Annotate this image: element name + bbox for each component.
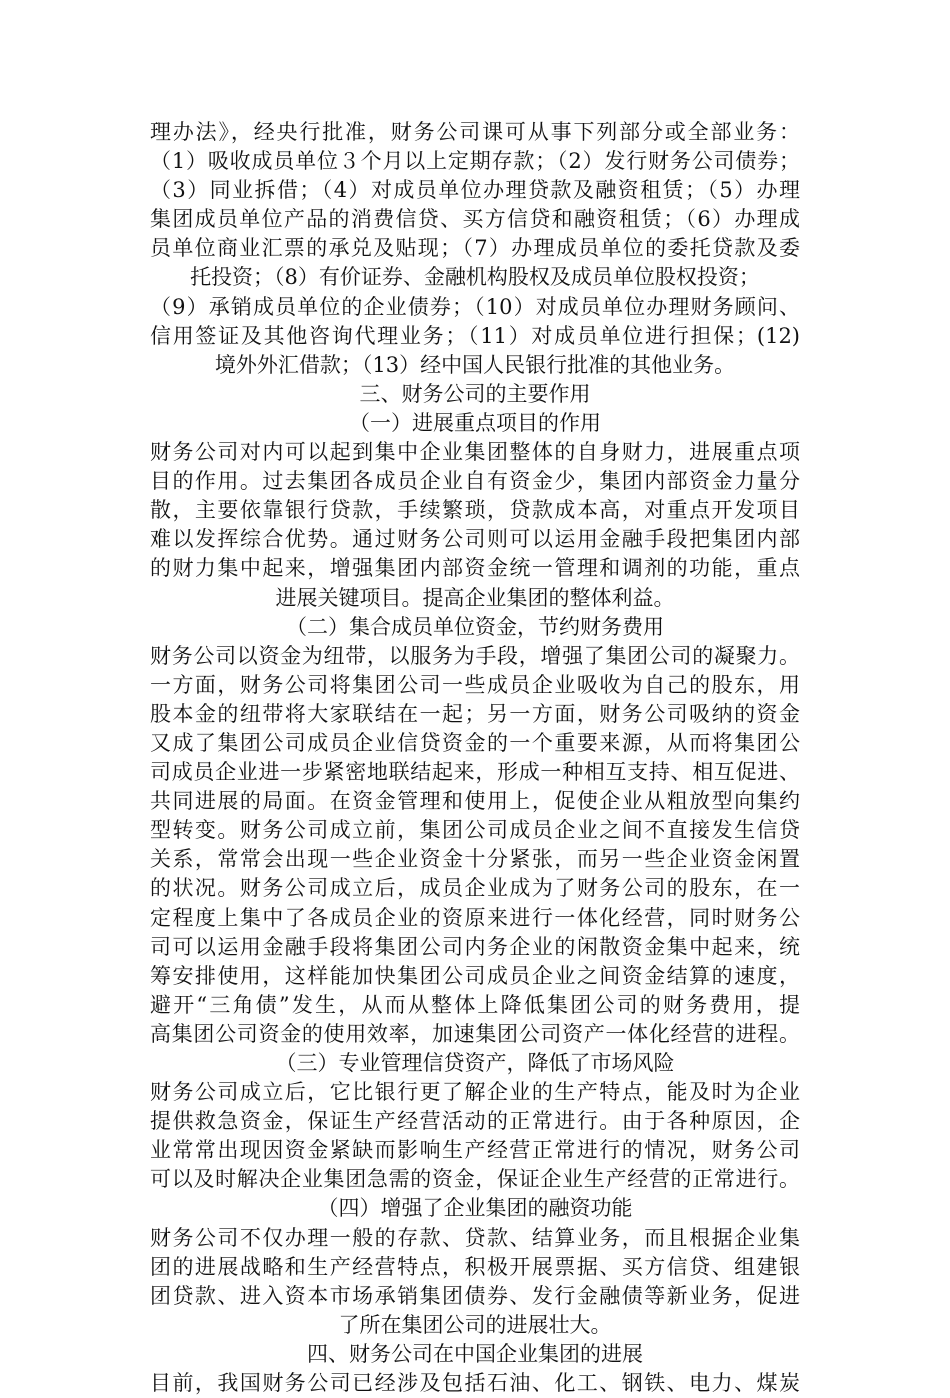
text-line: 境外外汇借款；（13）经中国人民银行批准的其他业务。 xyxy=(214,352,736,377)
document-page xyxy=(150,118,800,1398)
text-line: 共同进展的局面。在资金管理和使用上，促使企业从粗放型向集约 xyxy=(150,789,800,814)
text-line: 财务公司以资金为纽带，以服务为手段，增强了集团公司的凝聚力。 xyxy=(150,643,800,668)
text-line: 筹安排使用，这样能加快集团公司成员企业之间资金结算的速度， xyxy=(150,963,800,988)
text-line: 财务公司不仅办理一般的存款、贷款、结算业务，而且根据企业集 xyxy=(150,1225,800,1250)
text-line: （三）专业管理信贷资产，降低了市场风险 xyxy=(275,1051,675,1075)
text-line: 定程度上集中了各成员企业的资原来进行一体化经营，同时财务公 xyxy=(150,905,800,930)
text-line: 团的进展战略和生产经营特点，积极开展票据、买方信贷、组建银 xyxy=(150,1254,800,1279)
text-line: 目的作用。过去集团各成员企业自有资金少，集团内部资金力量分 xyxy=(150,469,800,494)
text-line: 财务公司对内可以起到集中企业集团整体的自身财力，进展重点项 xyxy=(150,440,800,465)
text-line: （四）增强了企业集团的融资功能 xyxy=(317,1196,633,1221)
text-line: 集团成员单位产品的消费信贷、买方信贷和融资租赁；（6）办理成 xyxy=(150,207,800,232)
text-line: （9）承销成员单位的企业债券；（10）对成员单位办理财务顾问、 xyxy=(150,294,800,319)
text-line: （3）同业拆借；（4）对成员单位办理贷款及融资租赁；（5）办理 xyxy=(150,178,800,203)
text-line: 关系，常常会出现一些企业资金十分紧张，而另一些企业资金闲置 xyxy=(150,847,800,872)
text-line: 了所在集团公司的进展壮大。 xyxy=(338,1312,612,1337)
text-line: 的状况。财务公司成立后，成员企业成为了财务公司的股东，在一 xyxy=(150,876,800,901)
text-line: 可以及时解决企业集团急需的资金，保证企业生产经营的正常进行。 xyxy=(150,1167,800,1192)
text-line: 理办法》，经央行批准，财务公司课可从事下列部分或全部业务： xyxy=(150,120,800,144)
text-line: 目前，我国财务公司已经涉及包括石油、化工、钢铁、电力、煤炭 xyxy=(150,1371,800,1396)
text-line: 难以发挥综合优势。通过财务公司则可以运用金融手段把集团内部 xyxy=(150,527,800,552)
text-line: 进展关键项目。提高企业集团的整体利益。 xyxy=(275,585,675,610)
text-line: 三、财务公司的主要作用 xyxy=(359,381,591,406)
text-line: 司成员企业进一步紧密地联结起来，形成一种相互支持、相互促进、 xyxy=(150,760,800,785)
text-line: 高集团公司资金的使用效率，加速集团公司资产一体化经营的进程。 xyxy=(150,1021,800,1046)
text-line: 司可以运用金融手段将集团公司内务企业的闲散资金集中起来，统 xyxy=(150,934,800,959)
text-line: 一方面，财务公司将集团公司一些成员企业吸收为自己的股东，用 xyxy=(150,672,800,697)
text-line: （二）集合成员单位资金，节约财务费用 xyxy=(286,614,664,639)
text-line: 业常常出现因资金紧缺而影响生产经营正常进行的情况，财务公司 xyxy=(150,1138,800,1163)
text-line: 股本金的纽带将大家联结在一起；另一方面，财务公司吸纳的资金 xyxy=(150,701,800,726)
text-line: 型转变。财务公司成立前，集团公司成员企业之间不直接发生信贷 xyxy=(150,818,800,843)
text-line: 散，主要依靠银行贷款，手续繁琐，贷款成本高，对重点开发项目 xyxy=(150,498,800,523)
text-line: （1）吸收成员单位３个月以上定期存款；（2）发行财务公司债券； xyxy=(150,149,800,174)
text-line: 的财力集中起来，增强集团内部资金统一管理和调剂的功能，重点 xyxy=(150,556,800,581)
text-line: 团贷款、进入资本市场承销集团债券、发行金融债等新业务，促进 xyxy=(150,1283,800,1308)
text-line: 避开“三角债”发生，从而从整体上降低集团公司的财务费用，提 xyxy=(150,992,800,1017)
text-line: 又成了集团公司成员企业信贷资金的一个重要来源，从而将集团公 xyxy=(150,730,800,755)
text-line: 信用签证及其他咨询代理业务；（11）对成员单位进行担保；(12) xyxy=(150,323,800,348)
text-line: 员单位商业汇票的承兑及贴现；（7）办理成员单位的委托贷款及委 xyxy=(150,236,800,261)
text-line: 提供救急资金，保证生产经营活动的正常进行。由于各种原因，企 xyxy=(150,1109,800,1134)
text-line: 四、财务公司在中国企业集团的进展 xyxy=(307,1341,643,1366)
text-line: 财务公司成立后，它比银行更了解企业的生产特点，能及时为企业 xyxy=(150,1080,800,1105)
text-line: 托投资；（8）有价证券、金融机构股权及成员单位股权投资； xyxy=(190,265,760,290)
text-line: （一）进展重点项目的作用 xyxy=(349,410,601,435)
